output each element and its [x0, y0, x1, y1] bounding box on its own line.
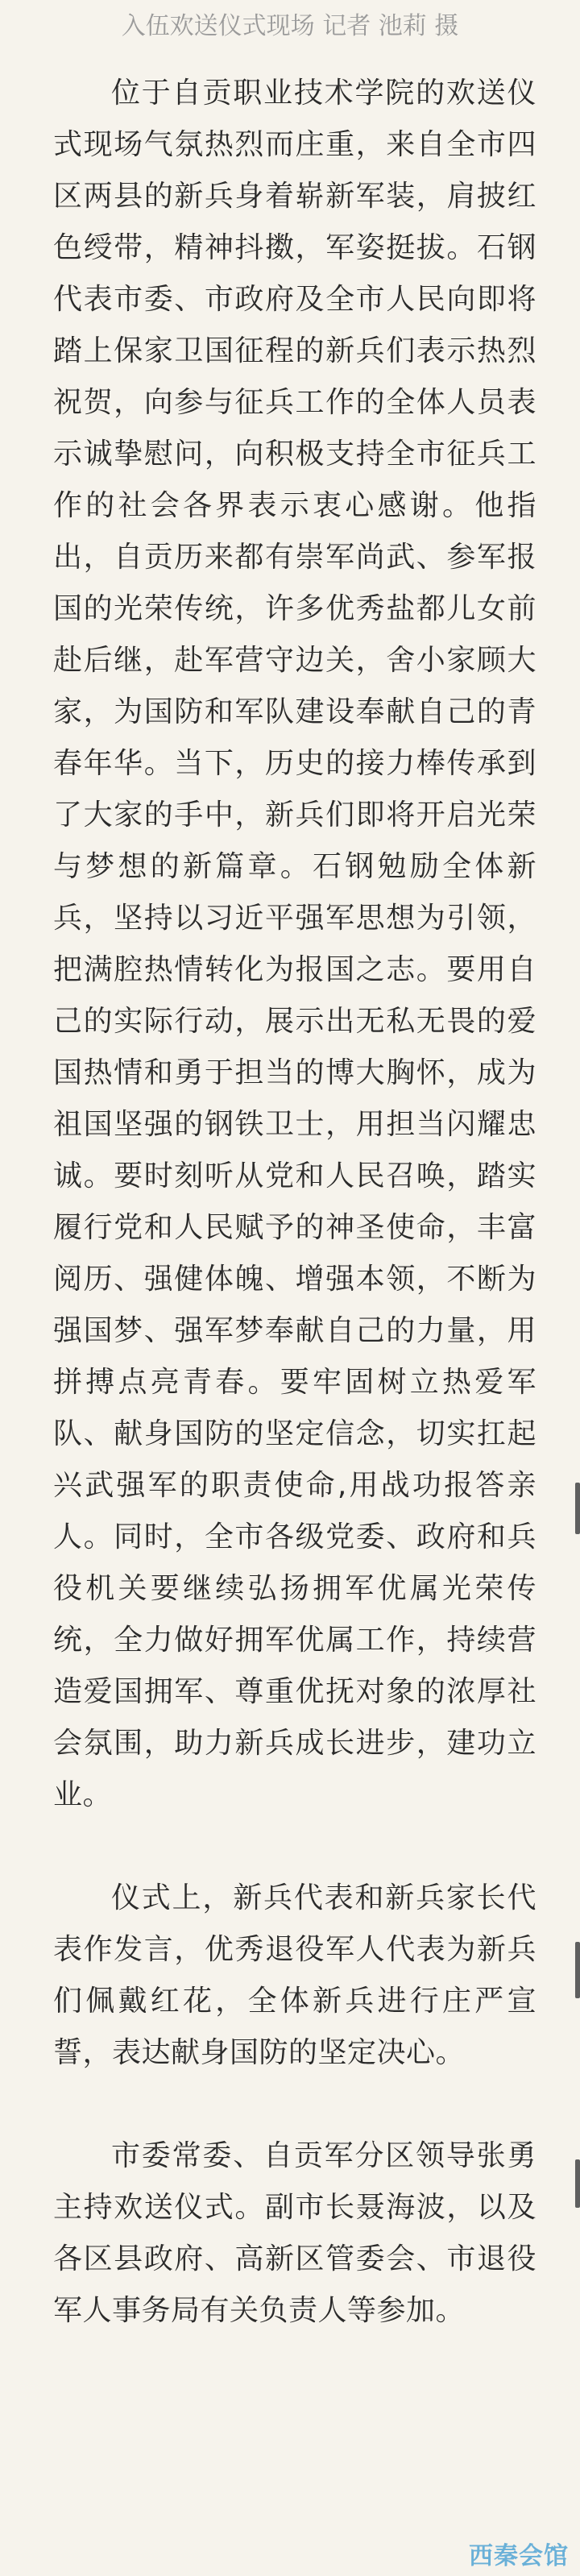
photo-caption: 入伍欢送仪式现场 记者 池莉 摄	[121, 12, 459, 40]
edge-scroll-marker	[575, 2159, 580, 2208]
article-paragraph-2: 仪式上，新兵代表和新兵家长代表作发言，优秀退役军人代表为新兵们佩戴红花，全体新兵进行庄严宣誓，表达献身国防的坚定决心。	[53, 1881, 536, 2069]
article-body	[53, 68, 536, 2388]
article-paragraph-3: 市委常委、自贡军分区领导张勇主持欢送仪式。副市长聂海波，以及各区县政府、高新区管委会、市退役军人事务局有关负责人等参加。	[53, 2139, 536, 2327]
edge-scroll-marker	[575, 1942, 580, 1998]
watermark-logo: 西秦会馆	[469, 2542, 569, 2570]
edge-scroll-marker	[575, 1483, 580, 1534]
article-paragraph-1: 位于自贡职业技术学院的欢送仪式现场气氛热烈而庄重，来自全市四区两县的新兵身着崭新军装，肩披红色绶带，精神抖擞，军姿挺拔。石钢代表市委、市政府及全市人民向即将踏上保家卫国征程的新兵们表示热烈祝贺，向参与征兵工作的全体人员表示诚挚慰问，向积极支持全市征兵工作的社会各界表示衷心感谢。他指出，自贡历来都有崇军尚武、参军报国的光荣传统，许多优秀盐都儿女前赴后继，赴军营守边关，舍小家顾大家，为国防和军队建设奉献自己的青春年华。当下，历史的接力棒传承到了大家的手中，新兵们即将开启光荣与梦想的新篇章。石钢勉励全体新兵，坚持以习近平强军思想为引领，把满腔热情转化为报国之志。要用自己的实际行动，展示出无私无畏的爱国热情和勇于担当的博大胸怀，成为祖国坚强的钢铁卫士，用担当闪耀忠诚。要时刻听从党和人民召唤，踏实履行党和人民赋予的神圣使命，丰富阅历、强健体魄、增强本领，不断为强国梦、强军梦奉献自己的力量，用拼搏点亮青春。要牢固树立热爱军队、献身国防的坚定信念，切实扛起兴武强军的职责使命,用战功报答亲人。同时，全市各级党委、政府和兵役机关要继续弘扬拥军优属光荣传统，全力做好拥军优属工作，持续营造爱国拥军、尊重优抚对象的浓厚社会氛围，助力新兵成长进步，建功立业。	[53, 77, 536, 1811]
